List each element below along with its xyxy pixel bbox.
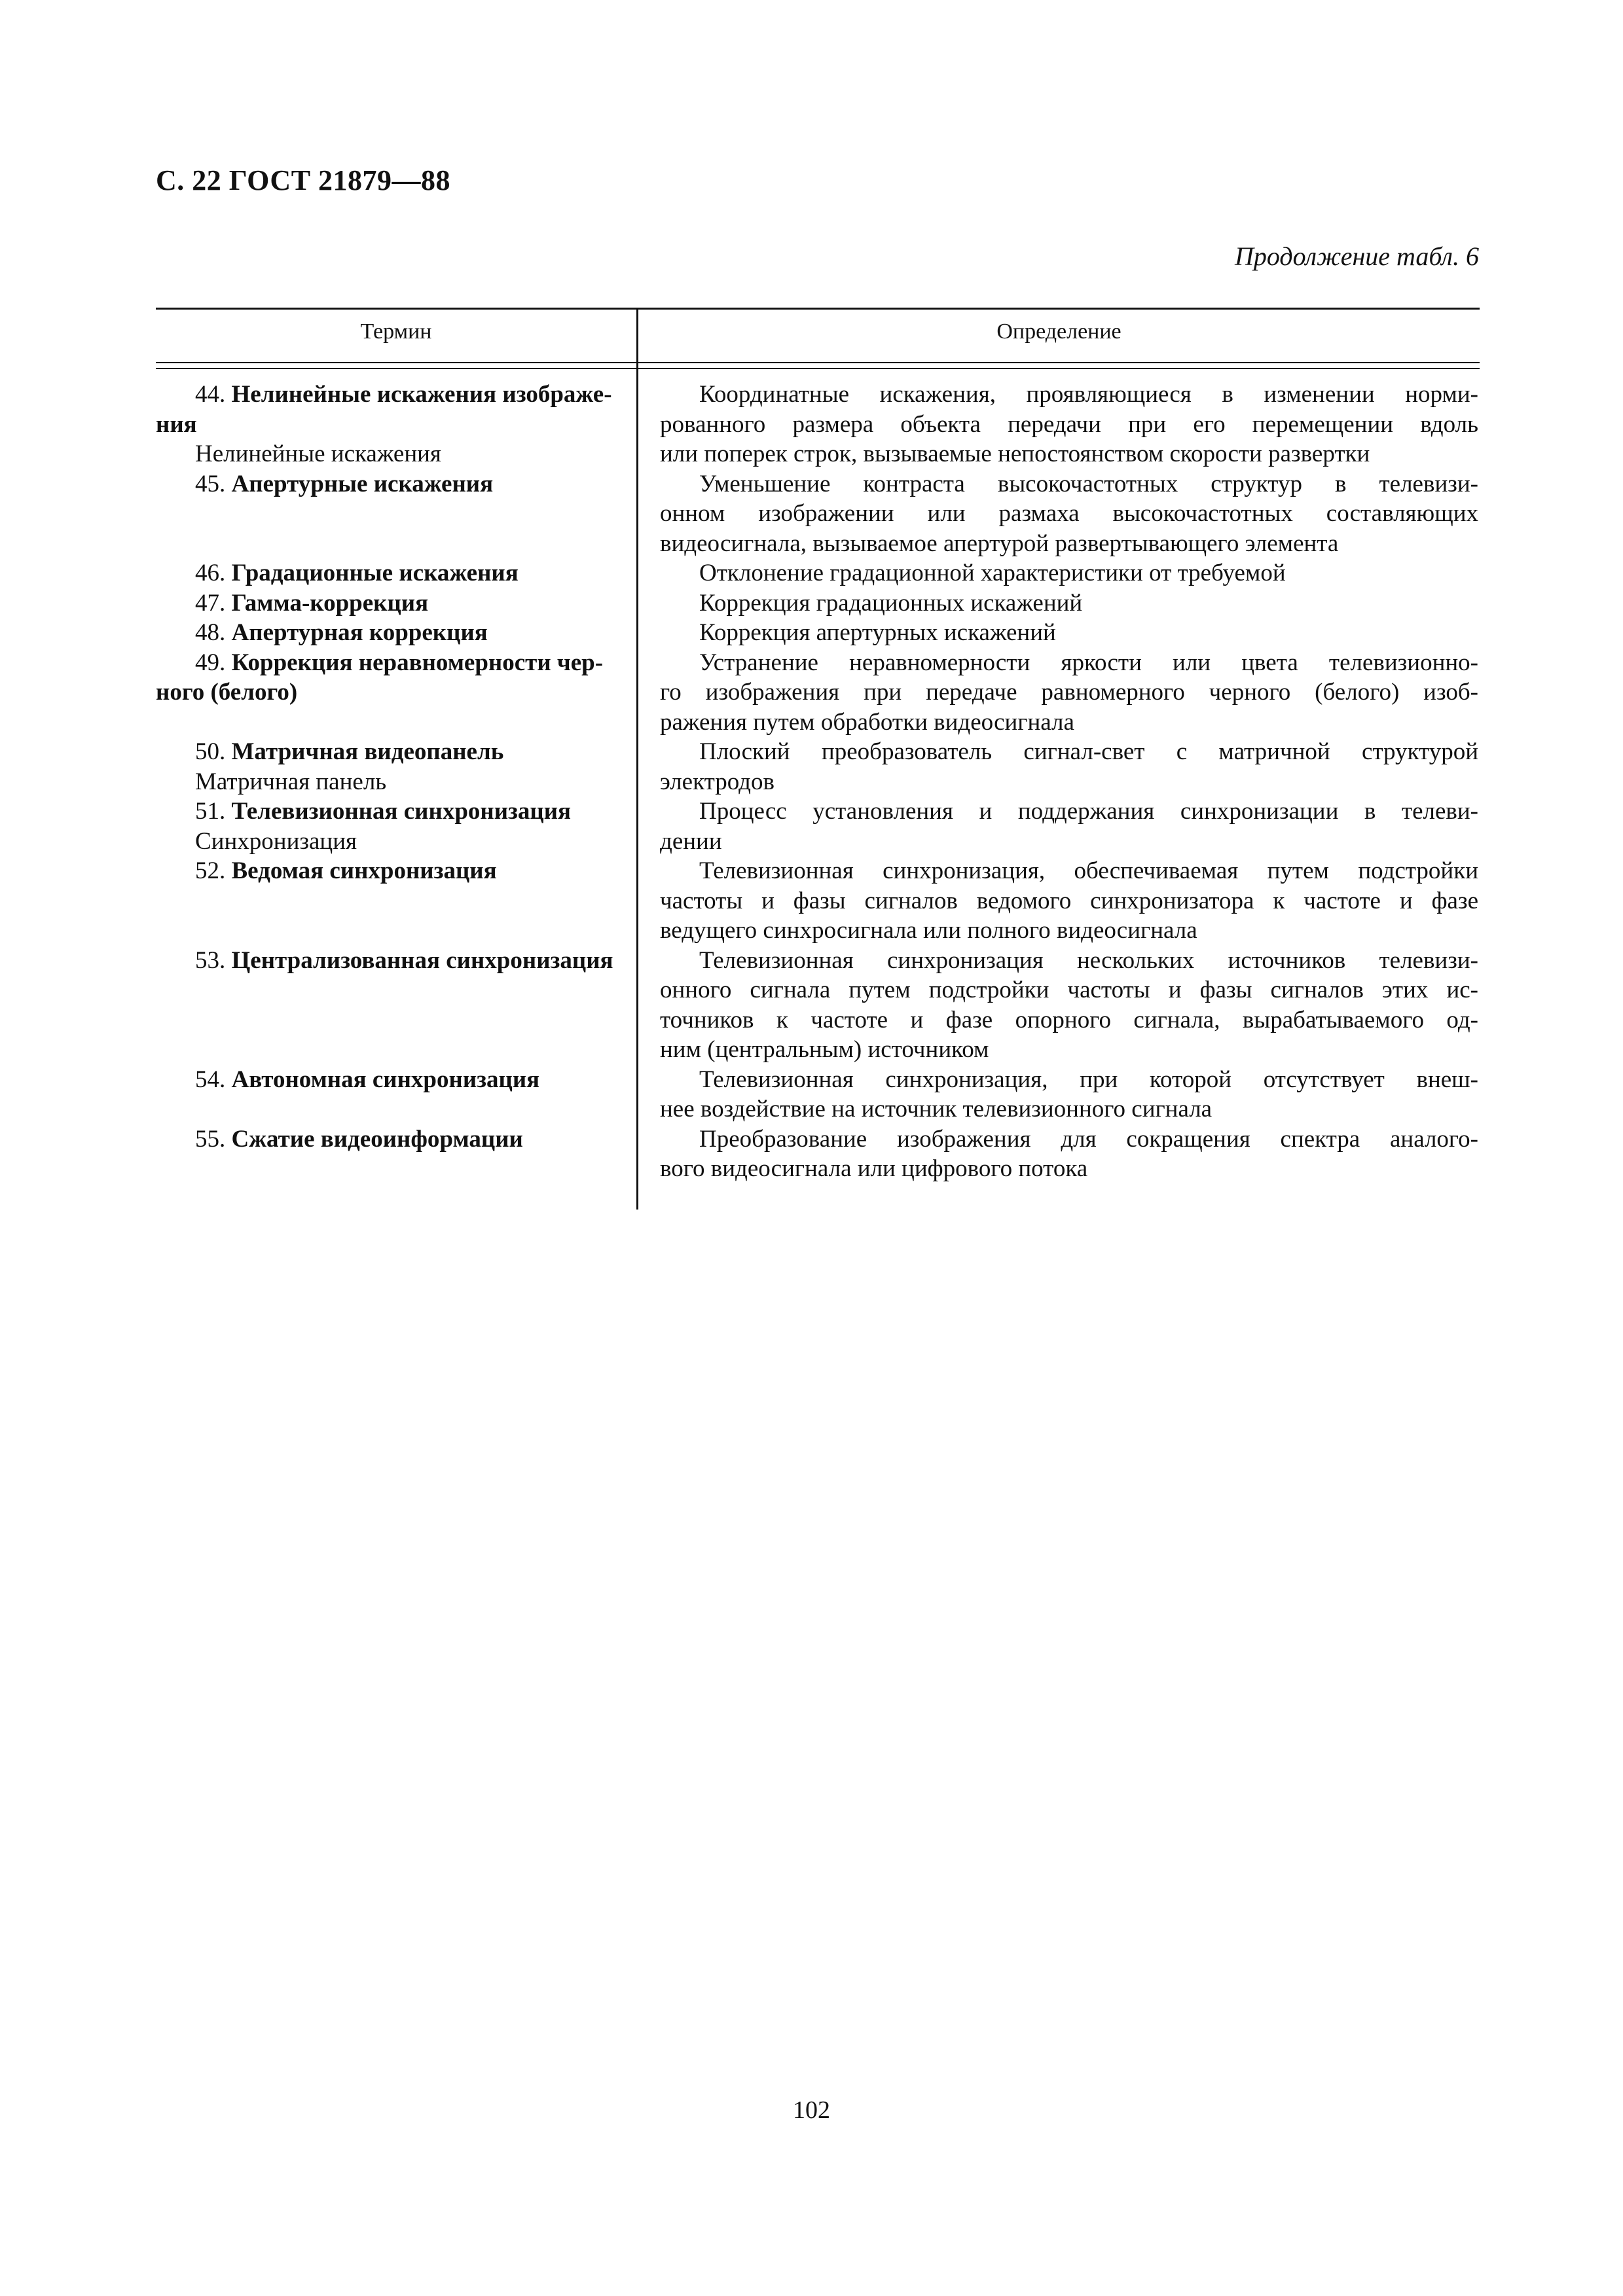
- definition-cell: [660, 648, 1478, 738]
- definition-cell: [660, 558, 1478, 588]
- term-cell: [156, 946, 621, 976]
- term-cell: [156, 1124, 621, 1155]
- term-number: 47.: [195, 589, 232, 617]
- term-line: [156, 410, 621, 440]
- term-line: [156, 797, 621, 827]
- term-cell: [156, 1065, 621, 1095]
- definition-cell: [660, 1124, 1478, 1184]
- term-line: [156, 856, 621, 886]
- definition-line: вого видеосигнала или цифрового потока: [660, 1155, 1088, 1182]
- definition-line: Преобразование изображения для сокращения спектра аналого-: [699, 1125, 1478, 1153]
- term-cell: [156, 558, 621, 588]
- definition-line: дении: [660, 827, 722, 855]
- term-name: Градационные искажения: [231, 560, 519, 586]
- table-top-rule: [156, 308, 1480, 310]
- table-row: [156, 380, 1480, 469]
- term-name: Централизованная синхронизация: [231, 946, 613, 974]
- term-line: [156, 737, 621, 767]
- table-row: [156, 618, 1480, 648]
- term-line: [156, 380, 621, 410]
- definition-line: Коррекция градационных искажений: [699, 589, 1083, 617]
- definition-line: онном изображении или размаха высокочастотных составляющих: [660, 500, 1478, 527]
- definition-line: Процесс установления и поддержания синхронизации в телеви-: [699, 798, 1478, 825]
- definition-line: нее воздействие на источник телевизионного сигнала: [660, 1096, 1213, 1122]
- column-header-definition: Определение: [996, 319, 1122, 344]
- definition-line: ведущего синхросигнала или полного видеосигнала: [660, 917, 1197, 944]
- definition-line: онного сигнала путем подстройки частоты и фазы сигналов этих ис-: [660, 977, 1478, 1003]
- term-name: Автономная синхронизация: [231, 1066, 540, 1093]
- term-name: Ведомая синхронизация: [231, 857, 497, 884]
- term-cell: [156, 737, 621, 797]
- table-row: [156, 648, 1480, 738]
- definition-cell: [660, 1065, 1478, 1124]
- term-line: [156, 677, 621, 708]
- table-row: [156, 1124, 1480, 1184]
- term-line: [156, 827, 621, 857]
- term-name: ного (белого): [156, 679, 298, 706]
- table-row: [156, 1065, 1480, 1124]
- document-header: С. 22 ГОСТ 21879—88: [156, 164, 451, 196]
- term-cell: [156, 588, 621, 619]
- term-line: [156, 946, 621, 976]
- table-row: [156, 588, 1480, 619]
- term-number: 49.: [195, 649, 232, 676]
- term-line: [156, 439, 621, 469]
- definition-line: Уменьшение контраста высокочастотных структур в телевизи-: [699, 470, 1478, 497]
- term-name: Сжатие видеоинформации: [231, 1125, 523, 1153]
- definition-line: электродов: [660, 768, 775, 795]
- term-line: [156, 618, 621, 648]
- term-number: 45.: [195, 470, 232, 497]
- table-row: [156, 469, 1480, 559]
- header-double-rule-top: [156, 362, 1480, 363]
- definition-line: Отклонение градационной характеристики от требуемой: [699, 560, 1286, 586]
- term-number: 52.: [195, 857, 232, 884]
- header-double-rule-bottom: [156, 368, 1480, 369]
- term-cell: [156, 797, 621, 856]
- definition-line: ражения путем обработки видеосигнала: [660, 708, 1074, 736]
- term-line: [156, 588, 621, 619]
- term-name: Коррекция неравномерности чер-: [231, 649, 604, 676]
- definition-line: видеосигнала, вызываемое апертурой развертывающего элемента: [660, 529, 1339, 557]
- term-cell: [156, 618, 621, 648]
- definition-line: точников к частоте и фазе опорного сигнала, вырабатываемого од-: [660, 1006, 1478, 1033]
- term-number: Нелинейные искажения: [195, 440, 441, 467]
- term-name: Нелинейные искажения изображе-: [231, 381, 612, 408]
- term-name: Телевизионная синхронизация: [231, 798, 572, 825]
- term-name: Матричная видеопанель: [231, 738, 504, 765]
- term-name: Апертурные искажения: [231, 470, 494, 497]
- definition-line: частоты и фазы сигналов ведомого синхронизатора к частоте и фазе: [660, 887, 1478, 914]
- definition-cell: [660, 737, 1478, 797]
- term-number: 50.: [195, 738, 232, 765]
- term-number: 46.: [195, 560, 232, 586]
- table-row: [156, 797, 1480, 856]
- term-name: Апертурная коррекция: [231, 619, 488, 646]
- term-line: [156, 1065, 621, 1095]
- definition-line: Телевизионная синхронизация, обеспечиваемая путем подстройки: [699, 857, 1478, 884]
- term-cell: [156, 380, 621, 469]
- term-line: [156, 1124, 621, 1155]
- definition-cell: [660, 588, 1478, 619]
- table-row: [156, 946, 1480, 1065]
- term-number: 48.: [195, 619, 232, 646]
- definition-line: Координатные искажения, проявляющиеся в изменении норми-: [699, 381, 1478, 408]
- term-number: Матричная панель: [195, 768, 387, 795]
- term-number: 55.: [195, 1125, 232, 1153]
- term-name: Гамма-коррекция: [231, 589, 429, 617]
- term-line: [156, 767, 621, 797]
- term-line: [156, 469, 621, 499]
- definition-line: Телевизионная синхронизация, при которой отсутствует внеш-: [699, 1066, 1478, 1093]
- term-line: [156, 558, 621, 588]
- definition-line: го изображения при передаче равномерного черного (белого) изоб-: [660, 679, 1478, 706]
- term-number: 51.: [195, 798, 232, 825]
- page-number: 102: [793, 2096, 830, 2124]
- definition-line: или поперек строк, вызываемые непостоянством скорости развертки: [660, 440, 1370, 467]
- table-row: [156, 558, 1480, 588]
- term-cell: [156, 469, 621, 499]
- definition-cell: [660, 856, 1478, 946]
- definition-cell: [660, 946, 1478, 1065]
- term-name: ния: [156, 410, 197, 438]
- term-line: [156, 648, 621, 678]
- term-number: 54.: [195, 1066, 232, 1093]
- term-number: Синхронизация: [195, 827, 357, 855]
- definition-line: Устранение неравномерности яркости или цвета телевизионно-: [699, 649, 1478, 676]
- table-row: [156, 737, 1480, 797]
- term-number: 53.: [195, 946, 232, 974]
- column-header-term: Термин: [360, 319, 432, 344]
- definition-line: Телевизионная синхронизация нескольких источников телевизи-: [699, 946, 1478, 974]
- definition-cell: [660, 469, 1478, 559]
- definition-cell: [660, 618, 1478, 648]
- definition-cell: [660, 380, 1478, 469]
- definition-line: Плоский преобразователь сигнал-свет с матричной структурой: [699, 738, 1478, 765]
- definition-cell: [660, 797, 1478, 856]
- definition-line: ним (центральным) источником: [660, 1036, 989, 1063]
- table-continuation-label: Продолжение табл. 6: [1234, 242, 1479, 271]
- term-cell: [156, 648, 621, 708]
- term-number: 44.: [195, 381, 232, 408]
- term-cell: [156, 856, 621, 886]
- table-row: [156, 856, 1480, 946]
- definition-line: рованного размера объекта передачи при его перемещении вдоль: [660, 410, 1478, 438]
- definition-line: Коррекция апертурных искажений: [699, 619, 1056, 646]
